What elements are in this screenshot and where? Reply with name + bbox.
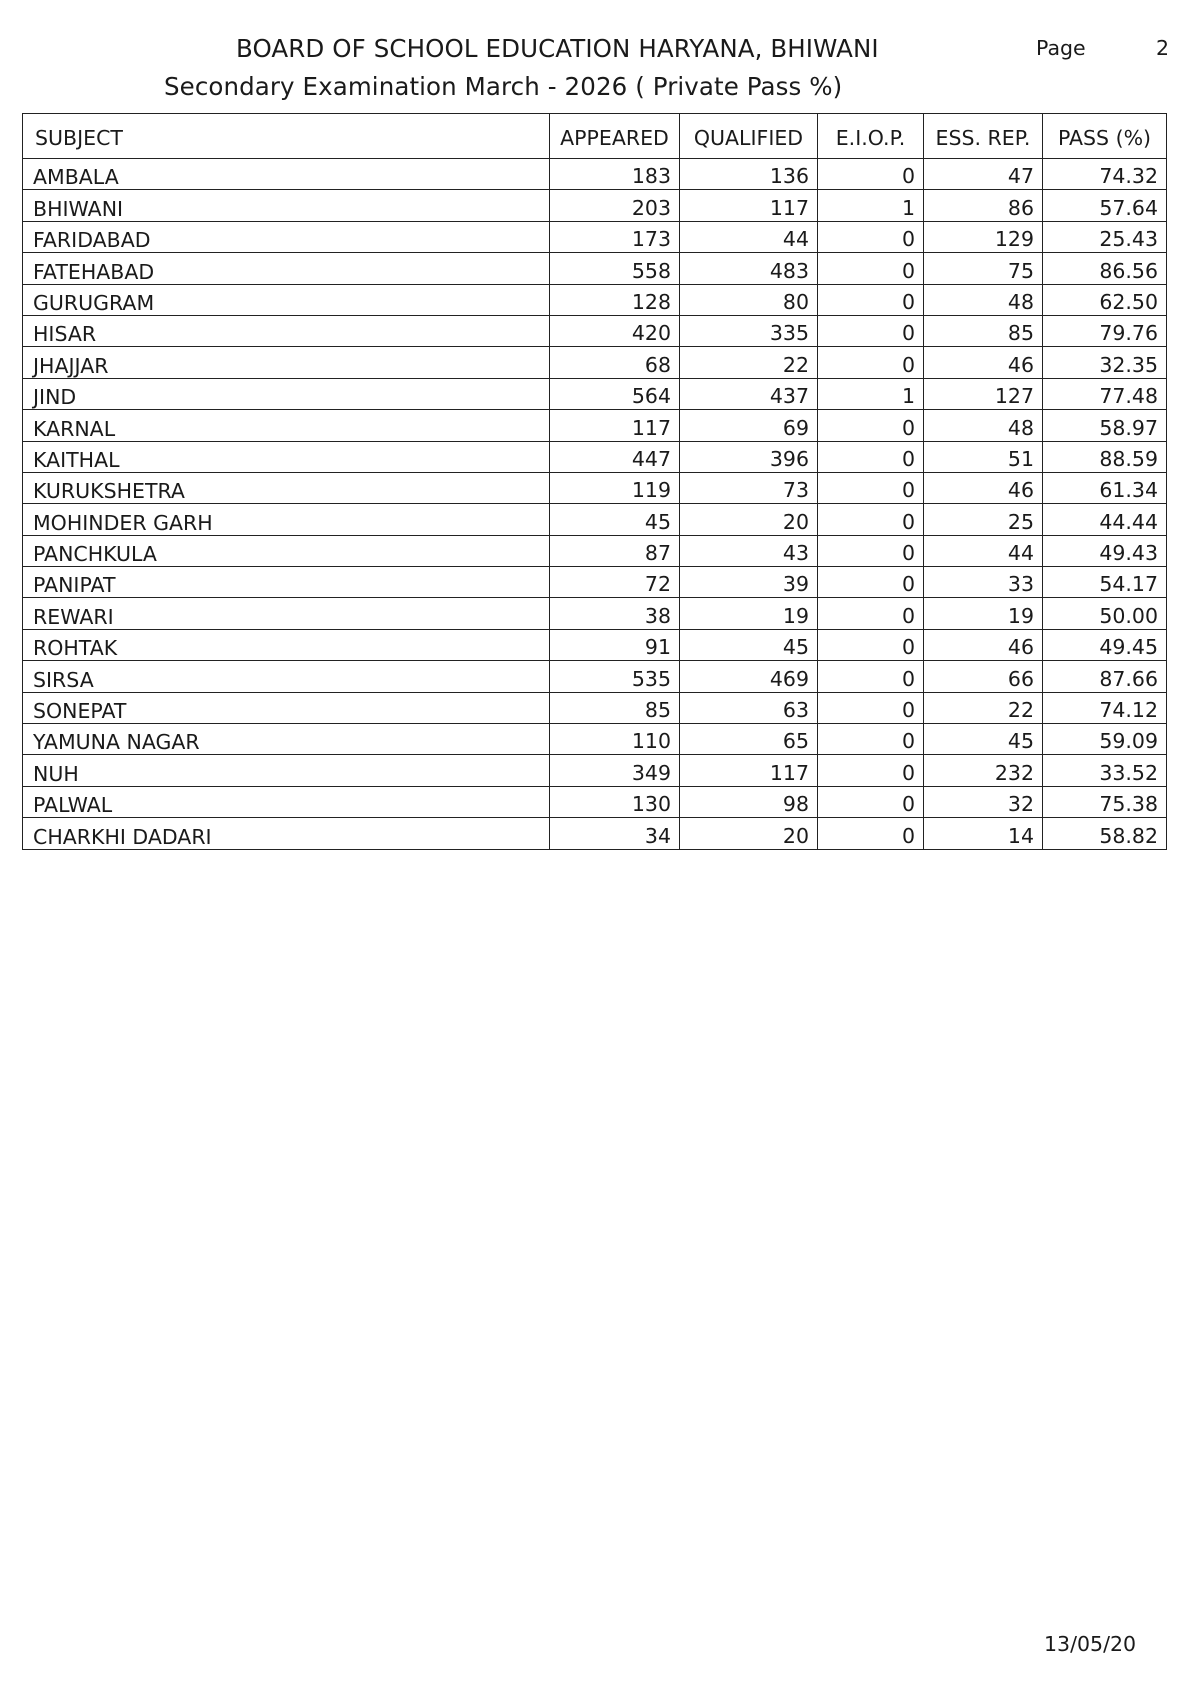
- table-row: [23, 190, 1167, 221]
- ess-rep-cell: 66: [924, 661, 1043, 692]
- ess-rep-cell: 48: [924, 410, 1043, 441]
- district-name-cell: GURUGRAM: [23, 284, 550, 315]
- pass-percent-cell: 77.48: [1043, 378, 1167, 409]
- district-name-cell: PANIPAT: [23, 567, 550, 598]
- table-body: [23, 159, 1167, 850]
- appeared-cell: 91: [550, 629, 680, 660]
- page-number: 2: [1156, 36, 1170, 60]
- ess-rep-cell: 14: [924, 818, 1043, 849]
- appeared-cell: 420: [550, 315, 680, 346]
- ess-rep-cell: 129: [924, 221, 1043, 252]
- pass-percent-cell: 49.45: [1043, 629, 1167, 660]
- qualified-cell: 22: [680, 347, 818, 378]
- table-header-row: [23, 114, 1167, 159]
- table-row: [23, 441, 1167, 472]
- ess-rep-cell: 46: [924, 472, 1043, 503]
- pass-percent-cell: 75.38: [1043, 786, 1167, 817]
- appeared-cell: 38: [550, 598, 680, 629]
- district-name-cell: HISAR: [23, 315, 550, 346]
- eiop-cell: 0: [818, 253, 924, 284]
- ess-rep-cell: 48: [924, 284, 1043, 315]
- table-row: [23, 221, 1167, 252]
- district-name-cell: CHARKHI DADARI: [23, 818, 550, 849]
- ess-rep-cell: 46: [924, 347, 1043, 378]
- ess-rep-cell: 46: [924, 629, 1043, 660]
- pass-percent-cell: 50.00: [1043, 598, 1167, 629]
- district-name-cell: JIND: [23, 378, 550, 409]
- pass-percent-cell: 54.17: [1043, 567, 1167, 598]
- appeared-cell: 203: [550, 190, 680, 221]
- appeared-cell: 34: [550, 818, 680, 849]
- district-name-cell: KARNAL: [23, 410, 550, 441]
- qualified-cell: 117: [680, 190, 818, 221]
- pass-percent-cell: 86.56: [1043, 253, 1167, 284]
- qualified-cell: 19: [680, 598, 818, 629]
- district-name-cell: YAMUNA NAGAR: [23, 724, 550, 755]
- table-row: [23, 818, 1167, 849]
- table-row: [23, 661, 1167, 692]
- appeared-cell: 45: [550, 504, 680, 535]
- document-title: BOARD OF SCHOOL EDUCATION HARYANA, BHIWANI: [236, 34, 879, 63]
- appeared-cell: 85: [550, 692, 680, 723]
- appeared-cell: 564: [550, 378, 680, 409]
- pass-percent-cell: 87.66: [1043, 661, 1167, 692]
- appeared-cell: 173: [550, 221, 680, 252]
- qualified-cell: 483: [680, 253, 818, 284]
- pass-percent-cell: 74.32: [1043, 159, 1167, 190]
- appeared-cell: 110: [550, 724, 680, 755]
- table-row: [23, 253, 1167, 284]
- eiop-cell: 0: [818, 472, 924, 503]
- district-name-cell: SIRSA: [23, 661, 550, 692]
- eiop-cell: 0: [818, 755, 924, 786]
- district-name-cell: REWARI: [23, 598, 550, 629]
- table-row: [23, 598, 1167, 629]
- qualified-cell: 136: [680, 159, 818, 190]
- column-header-ess-rep: ESS. REP.: [924, 114, 1043, 159]
- pass-percent-cell: 49.43: [1043, 535, 1167, 566]
- ess-rep-cell: 22: [924, 692, 1043, 723]
- ess-rep-cell: 127: [924, 378, 1043, 409]
- pass-percent-cell: 88.59: [1043, 441, 1167, 472]
- table-row: [23, 159, 1167, 190]
- ess-rep-cell: 232: [924, 755, 1043, 786]
- district-name-cell: SONEPAT: [23, 692, 550, 723]
- appeared-cell: 535: [550, 661, 680, 692]
- district-name-cell: KURUKSHETRA: [23, 472, 550, 503]
- qualified-cell: 45: [680, 629, 818, 660]
- district-name-cell: JHAJJAR: [23, 347, 550, 378]
- eiop-cell: 0: [818, 598, 924, 629]
- ess-rep-cell: 19: [924, 598, 1043, 629]
- table-row: [23, 629, 1167, 660]
- appeared-cell: 558: [550, 253, 680, 284]
- pass-percent-cell: 57.64: [1043, 190, 1167, 221]
- ess-rep-cell: 51: [924, 441, 1043, 472]
- district-name-cell: PALWAL: [23, 786, 550, 817]
- eiop-cell: 0: [818, 567, 924, 598]
- qualified-cell: 80: [680, 284, 818, 315]
- column-header-eiop: E.I.O.P.: [818, 114, 924, 159]
- document-subtitle: Secondary Examination March - 2026 ( Private Pass %): [164, 72, 843, 101]
- qualified-cell: 20: [680, 818, 818, 849]
- qualified-cell: 73: [680, 472, 818, 503]
- qualified-cell: 43: [680, 535, 818, 566]
- eiop-cell: 0: [818, 661, 924, 692]
- eiop-cell: 0: [818, 535, 924, 566]
- page-label: Page: [1036, 36, 1086, 60]
- pass-percent-cell: 62.50: [1043, 284, 1167, 315]
- eiop-cell: 0: [818, 410, 924, 441]
- pass-percent-cell: 79.76: [1043, 315, 1167, 346]
- table-row: [23, 504, 1167, 535]
- table-row: [23, 410, 1167, 441]
- appeared-cell: 72: [550, 567, 680, 598]
- table-row: [23, 786, 1167, 817]
- pass-percent-cell: 44.44: [1043, 504, 1167, 535]
- appeared-cell: 68: [550, 347, 680, 378]
- qualified-cell: 396: [680, 441, 818, 472]
- eiop-cell: 0: [818, 221, 924, 252]
- appeared-cell: 119: [550, 472, 680, 503]
- appeared-cell: 349: [550, 755, 680, 786]
- qualified-cell: 335: [680, 315, 818, 346]
- eiop-cell: 0: [818, 818, 924, 849]
- ess-rep-cell: 86: [924, 190, 1043, 221]
- appeared-cell: 128: [550, 284, 680, 315]
- district-name-cell: BHIWANI: [23, 190, 550, 221]
- column-header-pass-percent: PASS (%): [1043, 114, 1167, 159]
- table-row: [23, 567, 1167, 598]
- district-name-cell: FATEHABAD: [23, 253, 550, 284]
- qualified-cell: 437: [680, 378, 818, 409]
- table-row: [23, 378, 1167, 409]
- pass-percent-cell: 33.52: [1043, 755, 1167, 786]
- pass-percent-cell: 25.43: [1043, 221, 1167, 252]
- qualified-cell: 117: [680, 755, 818, 786]
- qualified-cell: 98: [680, 786, 818, 817]
- ess-rep-cell: 25: [924, 504, 1043, 535]
- pass-percent-cell: 61.34: [1043, 472, 1167, 503]
- qualified-cell: 39: [680, 567, 818, 598]
- district-name-cell: KAITHAL: [23, 441, 550, 472]
- appeared-cell: 87: [550, 535, 680, 566]
- table-row: [23, 284, 1167, 315]
- column-header-appeared: APPEARED: [550, 114, 680, 159]
- eiop-cell: 0: [818, 347, 924, 378]
- eiop-cell: 1: [818, 378, 924, 409]
- eiop-cell: 0: [818, 315, 924, 346]
- ess-rep-cell: 47: [924, 159, 1043, 190]
- district-name-cell: ROHTAK: [23, 629, 550, 660]
- pass-percent-cell: 74.12: [1043, 692, 1167, 723]
- eiop-cell: 0: [818, 504, 924, 535]
- qualified-cell: 44: [680, 221, 818, 252]
- district-name-cell: MOHINDER GARH: [23, 504, 550, 535]
- table-row: [23, 692, 1167, 723]
- table-row: [23, 724, 1167, 755]
- ess-rep-cell: 44: [924, 535, 1043, 566]
- eiop-cell: 0: [818, 159, 924, 190]
- footer-date: 13/05/20: [1044, 1632, 1137, 1656]
- table-row: [23, 535, 1167, 566]
- eiop-cell: 0: [818, 629, 924, 660]
- pass-percent-cell: 59.09: [1043, 724, 1167, 755]
- column-header-subject: SUBJECT: [23, 114, 550, 159]
- eiop-cell: 0: [818, 692, 924, 723]
- qualified-cell: 69: [680, 410, 818, 441]
- ess-rep-cell: 32: [924, 786, 1043, 817]
- column-header-qualified: QUALIFIED: [680, 114, 818, 159]
- pass-percent-cell: 58.82: [1043, 818, 1167, 849]
- pass-percent-cell: 32.35: [1043, 347, 1167, 378]
- eiop-cell: 0: [818, 441, 924, 472]
- table-row: [23, 472, 1167, 503]
- eiop-cell: 1: [818, 190, 924, 221]
- table-row: [23, 315, 1167, 346]
- district-name-cell: FARIDABAD: [23, 221, 550, 252]
- eiop-cell: 0: [818, 786, 924, 817]
- eiop-cell: 0: [818, 284, 924, 315]
- qualified-cell: 65: [680, 724, 818, 755]
- district-name-cell: PANCHKULA: [23, 535, 550, 566]
- appeared-cell: 130: [550, 786, 680, 817]
- ess-rep-cell: 85: [924, 315, 1043, 346]
- appeared-cell: 183: [550, 159, 680, 190]
- qualified-cell: 469: [680, 661, 818, 692]
- table-row: [23, 755, 1167, 786]
- district-name-cell: AMBALA: [23, 159, 550, 190]
- ess-rep-cell: 75: [924, 253, 1043, 284]
- table-row: [23, 347, 1167, 378]
- appeared-cell: 117: [550, 410, 680, 441]
- district-name-cell: NUH: [23, 755, 550, 786]
- pass-percent-cell: 58.97: [1043, 410, 1167, 441]
- ess-rep-cell: 33: [924, 567, 1043, 598]
- ess-rep-cell: 45: [924, 724, 1043, 755]
- qualified-cell: 63: [680, 692, 818, 723]
- eiop-cell: 0: [818, 724, 924, 755]
- appeared-cell: 447: [550, 441, 680, 472]
- pass-percentage-table: [22, 113, 1167, 850]
- qualified-cell: 20: [680, 504, 818, 535]
